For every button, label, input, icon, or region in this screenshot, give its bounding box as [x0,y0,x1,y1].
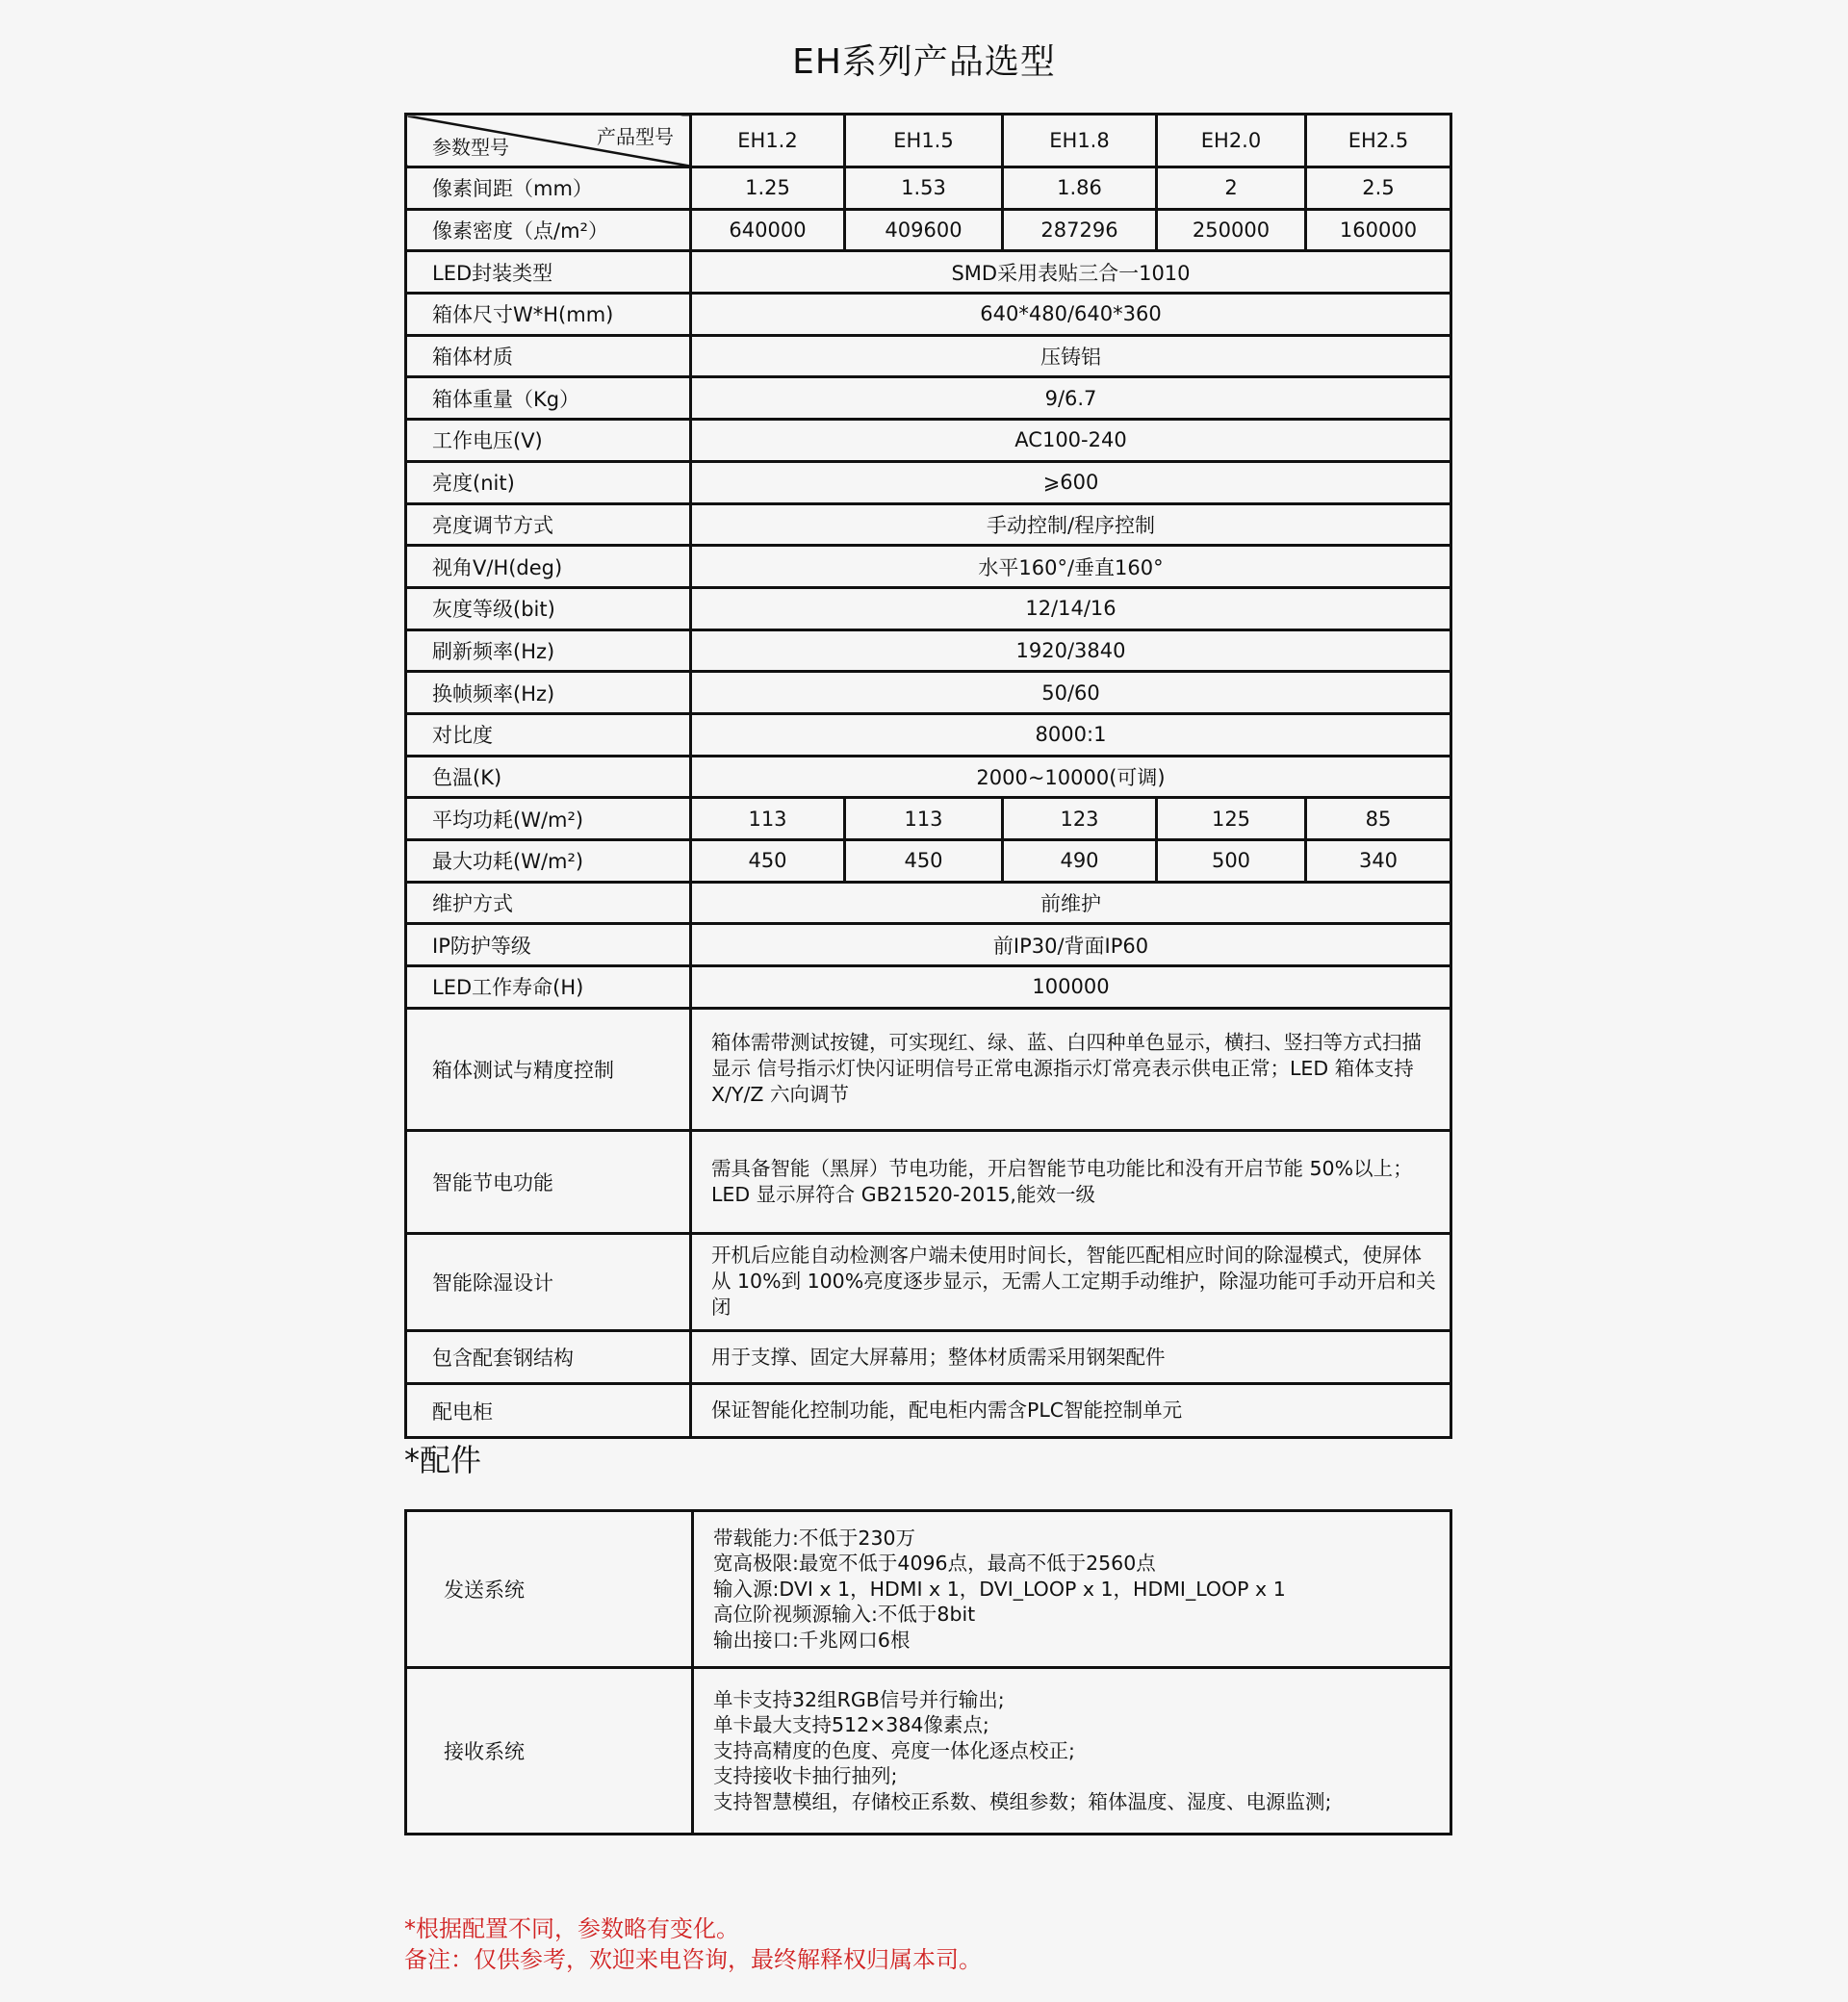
spec-value: 100000 [691,966,1451,1009]
spec-value: 500 [1157,840,1306,883]
spec-table [404,113,1452,1439]
spec-row [406,756,1451,798]
spec-row [406,167,1451,210]
spec-value: 手动控制/程序控制 [691,503,1451,546]
spec-value: 409600 [845,209,1003,251]
spec-corner-header [406,115,691,167]
spec-description: 保证智能化控制功能，配电柜内需含PLC智能控制单元 [691,1384,1451,1438]
spec-value: 125 [1157,798,1306,840]
spec-header-row [406,115,1451,167]
spec-row [406,1008,1451,1130]
spec-table-body [406,115,1451,1438]
accessory-line: 带载能力:不低于230万 [713,1526,916,1550]
spec-value: 250000 [1157,209,1306,251]
spec-label: 智能除湿设计 [406,1233,691,1330]
spec-value: 1.25 [691,167,845,210]
spec-description: 开机后应能自动检测客户端未使用时间长，智能匹配相应时间的除湿模式，使屏体从 10%到 100%亮度逐步显示，无需人工定期手动维护，除湿功能可手动开启和关闭 [691,1233,1451,1330]
accessory-line: 输入源:DVI x 1，HDMI x 1，DVI_LOOP x 1，HDMI_LOOP x 1 [713,1577,1286,1601]
spec-row [406,1233,1451,1330]
spec-label: 包含配套钢结构 [406,1330,691,1384]
spec-label: 对比度 [406,713,691,756]
note-line: 备注：仅供参考，欢迎来电咨询，最终解释权归属本司。 [404,1946,982,1973]
spec-row [406,1384,1451,1438]
spec-label: 箱体重量（Kg） [406,377,691,420]
spec-description: 箱体需带测试按键，可实现红、绿、蓝、白四种单色显示，横扫、竖扫等方式扫描显示 信号指示灯快闪证明信号正常电源指示灯常亮表示供电正常；LED 箱体支持 X/Y/Z 六向调节 [691,1008,1451,1130]
model-header: EH1.5 [845,115,1003,167]
accessory-row [406,1511,1451,1668]
spec-row [406,924,1451,966]
accessories-table [404,1509,1452,1835]
spec-row [406,420,1451,462]
spec-label: IP防护等级 [406,924,691,966]
spec-label: 箱体尺寸W*H(mm) [406,294,691,336]
spec-label: 像素间距（mm） [406,167,691,210]
notes [404,1913,982,1975]
spec-value: ⩾600 [691,461,1451,503]
accessory-line: 输出接口:千兆网口6根 [713,1628,911,1652]
product-model-label: 产品型号 [597,125,674,148]
spec-value: 12/14/16 [691,587,1451,629]
model-header: EH1.2 [691,115,845,167]
spec-row [406,672,1451,714]
spec-value: 450 [845,840,1003,883]
spec-row [406,798,1451,840]
param-model-label: 参数型号 [432,136,509,159]
spec-value: 2 [1157,167,1306,210]
model-header: EH1.8 [1003,115,1157,167]
spec-value: 1.53 [845,167,1003,210]
spec-value: 640000 [691,209,845,251]
accessory-line: 支持智慧模组，存储校正系数、模组参数；箱体温度、湿度、电源监测; [713,1789,1332,1813]
spec-value: 160000 [1306,209,1451,251]
accessories-table-body [406,1511,1451,1835]
spec-label: 灰度等级(bit) [406,587,691,629]
spec-value: 640*480/640*360 [691,294,1451,336]
spec-row [406,1330,1451,1384]
spec-value: 85 [1306,798,1451,840]
model-header: EH2.5 [1306,115,1451,167]
spec-row [406,840,1451,883]
spec-value: 490 [1003,840,1157,883]
spec-value: 1920/3840 [691,629,1451,672]
note-line: *根据配置不同，参数略有变化。 [404,1915,739,1942]
spec-value: 1.86 [1003,167,1157,210]
spec-label: 平均功耗(W/m²) [406,798,691,840]
accessory-line: 单卡支持32组RGB信号并行输出; [713,1687,1005,1711]
spec-label: 刷新频率(Hz) [406,629,691,672]
spec-label: 维护方式 [406,882,691,924]
spec-label: 亮度(nit) [406,461,691,503]
spec-row [406,335,1451,377]
spec-label: LED封装类型 [406,251,691,294]
spec-row [406,461,1451,503]
spec-value: 9/6.7 [691,377,1451,420]
accessory-description [693,1511,1451,1668]
spec-label: 亮度调节方式 [406,503,691,546]
accessory-row [406,1668,1451,1835]
spec-value: 压铸铝 [691,335,1451,377]
spec-description: 用于支撑、固定大屏幕用；整体材质需采用钢架配件 [691,1330,1451,1384]
accessory-label: 接收系统 [406,1668,693,1835]
spec-row [406,377,1451,420]
accessory-label: 发送系统 [406,1511,693,1668]
spec-row [406,209,1451,251]
spec-row [406,713,1451,756]
spec-label: 像素密度（点/m²） [406,209,691,251]
spec-value: 450 [691,840,845,883]
spec-value: 水平160°/垂直160° [691,546,1451,588]
spec-row [406,294,1451,336]
accessory-line: 单卡最大支持512×384像素点; [713,1713,989,1737]
spec-value: 前维护 [691,882,1451,924]
spec-value: 340 [1306,840,1451,883]
spec-label: 视角V/H(deg) [406,546,691,588]
spec-row [406,882,1451,924]
spec-row [406,546,1451,588]
spec-value: 50/60 [691,672,1451,714]
spec-value: 123 [1003,798,1157,840]
spec-label: 配电柜 [406,1384,691,1438]
spec-label: 箱体材质 [406,335,691,377]
spec-value: AC100-240 [691,420,1451,462]
spec-row [406,503,1451,546]
spec-row [406,251,1451,294]
spec-value: 前IP30/背面IP60 [691,924,1451,966]
spec-row [406,966,1451,1009]
spec-label: 换帧频率(Hz) [406,672,691,714]
spec-value: 8000:1 [691,713,1451,756]
spec-label: 工作电压(V) [406,420,691,462]
spec-label: 智能节电功能 [406,1130,691,1233]
spec-value: 113 [845,798,1003,840]
spec-label: 色温(K) [406,756,691,798]
model-header: EH2.0 [1157,115,1306,167]
accessory-line: 支持接收卡抽行抽列; [713,1764,898,1788]
spec-label: LED工作寿命(H) [406,966,691,1009]
spec-value: 113 [691,798,845,840]
spec-value: 287296 [1003,209,1157,251]
spec-row [406,1130,1451,1233]
accessory-line: 宽高极限:最宽不低于4096点，最高不低于2560点 [713,1552,1156,1576]
spec-label: 箱体测试与精度控制 [406,1008,691,1130]
accessories-heading: *配件 [404,1442,482,1478]
spec-row [406,629,1451,672]
spec-label: 最大功耗(W/m²) [406,840,691,883]
accessory-line: 高位阶视频源输入:不低于8bit [713,1603,976,1627]
spec-description: 需具备智能（黑屏）节电功能，开启智能节电功能比和没有开启节能 50%以上；LED 显示屏符合 GB21520-2015,能效一级 [691,1130,1451,1233]
spec-row [406,587,1451,629]
spec-value: SMD采用表贴三合一1010 [691,251,1451,294]
accessory-description [693,1668,1451,1835]
spec-value: 2000~10000(可调) [691,756,1451,798]
page-title: EH系列产品选型 [792,42,1056,82]
spec-value: 2.5 [1306,167,1451,210]
accessory-line: 支持高精度的色度、亮度一体化逐点校正; [713,1738,1075,1762]
